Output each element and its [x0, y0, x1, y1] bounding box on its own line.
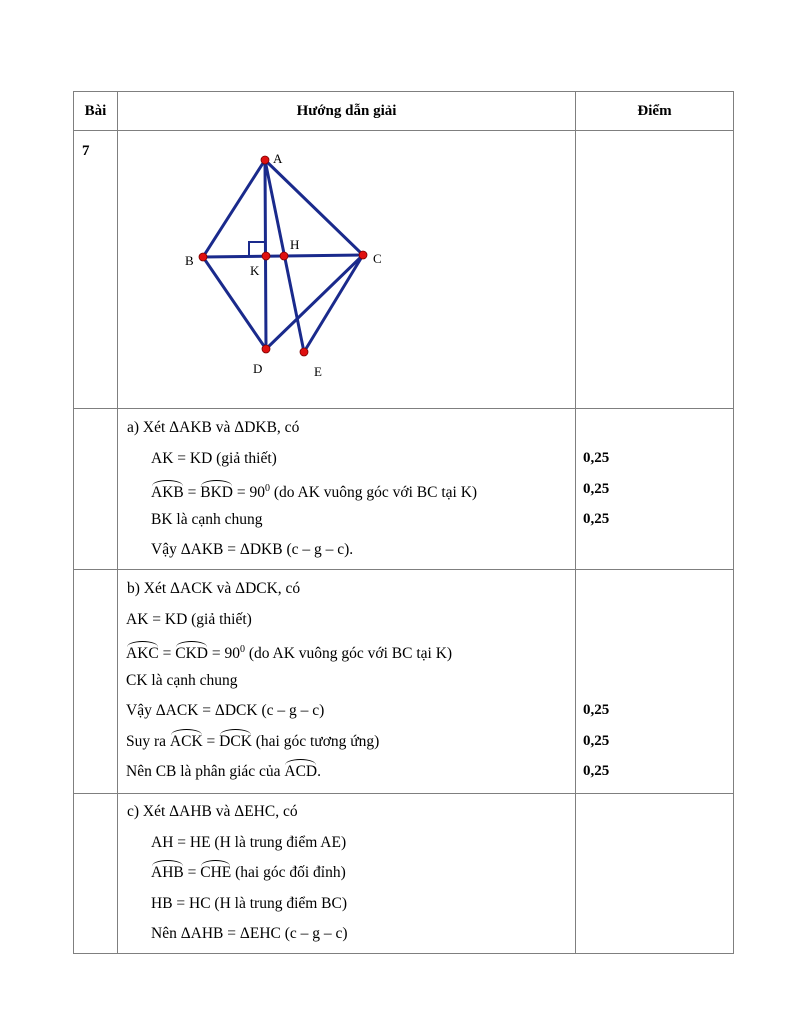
- problem-number: 7: [74, 131, 118, 409]
- part-b-row: [74, 570, 734, 794]
- label-c: C: [373, 251, 382, 266]
- part-b-content: [118, 570, 576, 794]
- point-k: [262, 252, 270, 260]
- figure-cell: [118, 131, 576, 409]
- part-b-line-4: CK là cạnh chung: [126, 671, 238, 689]
- part-c-line-3: AHB = CHE (hai góc đối đỉnh): [118, 859, 575, 890]
- geometry-figure: [118, 131, 576, 403]
- part-b-line-5: Vậy ΔACK = ΔDCK (c – g – c): [126, 702, 325, 719]
- part-a-line-3: AKB = BKD = $90^0$ (do AK vuông góc với BC tại K): [118, 475, 575, 506]
- part-a-line-4: BK là cạnh chung: [151, 510, 263, 528]
- label-b: B: [185, 253, 194, 268]
- part-b-score-1: 0,25: [583, 702, 610, 718]
- part-a-score-1: 0,25: [583, 450, 610, 466]
- part-c-scores: [576, 794, 734, 954]
- part-a-score-2: 0,25: [583, 480, 610, 497]
- part-c-line-4: HB = HC (H là trung điểm BC): [151, 894, 348, 912]
- point-a: [261, 156, 269, 164]
- part-b-line-3: AKC = CKD = $90^0$ (do AK vuông góc với BC tại K): [118, 636, 575, 667]
- part-a-line-5: Vậy ΔAKB = ΔDKB (c – g – c).: [151, 541, 354, 558]
- figure-row: [74, 131, 734, 409]
- header-score: Điểm: [576, 92, 734, 131]
- part-b-line-6: Suy ra ACK = DCK (hai góc tương ứng): [118, 728, 575, 759]
- part-b-score-2: 0,25: [583, 732, 610, 749]
- part-b-score-3: 0,25: [583, 763, 610, 779]
- point-e: [300, 348, 308, 356]
- label-h: H: [290, 237, 300, 252]
- point-d: [262, 345, 270, 353]
- part-a-line-2: AK = KD (giả thiết): [151, 449, 277, 467]
- header-bai: Bài: [74, 92, 118, 131]
- part-b-line-1: b) Xét ΔACK và ΔDCK, có: [127, 580, 301, 597]
- part-c-content: [118, 794, 576, 954]
- label-a: A: [273, 151, 283, 166]
- part-a-content: [118, 409, 576, 570]
- part-a-scores: [576, 409, 734, 570]
- part-b-line-2: AK = KD (giả thiết): [126, 610, 252, 628]
- part-c-line-1: c) Xét ΔAHB và ΔEHC, có: [127, 803, 298, 820]
- part-a-row: [74, 409, 734, 570]
- part-a-score-3: 0,25: [583, 511, 610, 527]
- label-k: K: [250, 263, 260, 278]
- point-h: [280, 252, 288, 260]
- solution-table: [73, 91, 734, 954]
- label-d: D: [253, 361, 263, 376]
- segment-ac: [265, 160, 363, 255]
- label-e: E: [314, 364, 322, 379]
- right-angle-mark: [249, 242, 265, 255]
- part-c-line-5: Nên ΔAHB = ΔEHC (c – g – c): [151, 925, 348, 942]
- header-guide: Hướng dẫn giải: [118, 92, 576, 131]
- point-c: [359, 251, 367, 259]
- point-b: [199, 253, 207, 261]
- header-row: [74, 92, 734, 131]
- part-b-scores: [576, 570, 734, 794]
- part-a-line-1: a) Xét ΔAKB và ΔDKB, có: [127, 419, 300, 436]
- part-c-row: [74, 794, 734, 954]
- part-c-line-2: AH = HE (H là trung điểm AE): [151, 833, 347, 851]
- part-b-line-7: Nên CB là phân giác của ACD.: [118, 758, 575, 789]
- figure-score-cell: [576, 131, 734, 409]
